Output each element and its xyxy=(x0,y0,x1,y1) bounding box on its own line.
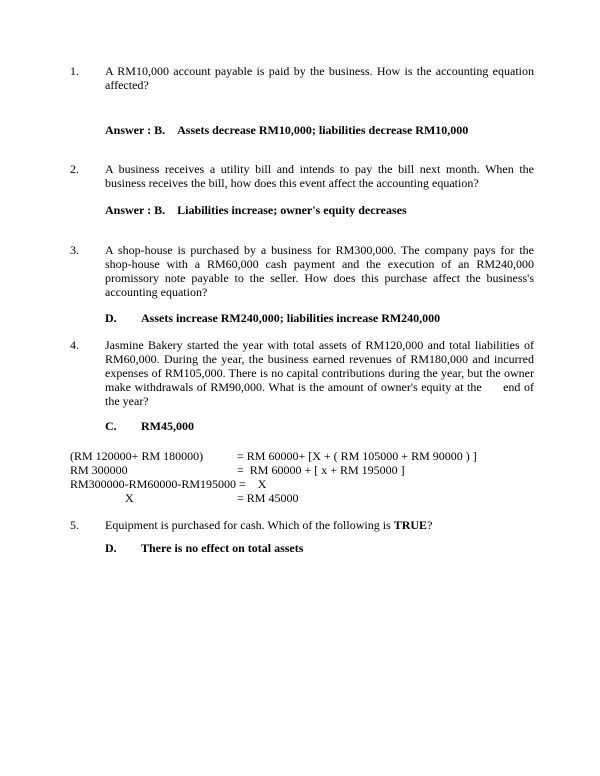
question-number: 5. xyxy=(70,518,79,532)
answer-label: Answer : B. xyxy=(105,203,166,217)
question-text: A RM10,000 account payable is paid by the business. How is the accounting equation affected? xyxy=(105,64,534,92)
calculation-line xyxy=(70,491,534,505)
question-3 xyxy=(70,243,534,325)
calc-left-expression: RM300000-RM60000-RM195000 = xyxy=(70,477,246,491)
question-1 xyxy=(70,64,534,137)
answer-line xyxy=(105,123,534,137)
answer-text: Liabilities increase; owner's equity decreases xyxy=(177,203,407,217)
answer-label: Answer : B. xyxy=(105,123,166,137)
question-text-before: Equipment is purchased for cash. Which of the following is xyxy=(105,518,394,532)
question-number: 2. xyxy=(70,162,79,176)
question-5 xyxy=(70,518,534,555)
question-2 xyxy=(70,162,534,217)
answer-text: There is no effect on total assets xyxy=(141,541,304,555)
calculation-line xyxy=(70,477,534,491)
question-text: Jasmine Bakery started the year with total assets of RM120,000 and total liabilities of RM60,000. During the year, the business earned revenues of RM180,000 and incurred expenses of RM105,000. There is no capital contributions during the year, but the owner make withdrawals of RM90,000. What is the amount of owner's equity at the end of the year? xyxy=(105,338,534,408)
question-text: A shop-house is purchased by a business for RM300,000. The company pays for the shop-house with a RM60,000 cash payment and the execution of an RM240,000 promissory note payable to the seller. How does this purchase affect the business's accounting equation? xyxy=(105,243,534,299)
question-text-after: ? xyxy=(427,518,433,532)
calc-right-expression: = RM 60000 + [ x + RM 195000 ] xyxy=(237,463,405,477)
answer-text: Assets increase RM240,000; liabilities increase RM240,000 xyxy=(141,311,441,325)
question-number: 4. xyxy=(70,338,79,352)
answer-line xyxy=(105,541,534,555)
question-body xyxy=(105,162,534,217)
calc-right-expression: = RM 60000+ [X + ( RM 105000 + RM 90000 ) ] xyxy=(237,449,477,463)
question-text: A business receives a utility bill and intends to pay the bill next month. When the business receives the bill, how does this event affect the accounting equation? xyxy=(105,162,534,190)
calc-left-expression: RM 300000 xyxy=(70,463,128,477)
calculation-block xyxy=(70,449,534,505)
question-body xyxy=(105,64,534,137)
calc-right-expression: = RM 45000 xyxy=(237,491,299,505)
calc-right-expression: X xyxy=(257,477,267,491)
answer-line xyxy=(105,311,534,325)
calculation-line xyxy=(70,449,534,463)
answer-text: Assets decrease RM10,000; liabilities decrease RM10,000 xyxy=(177,123,469,137)
question-number: 3. xyxy=(70,243,79,257)
question-body xyxy=(105,338,534,433)
question-4 xyxy=(70,338,534,433)
answer-label: C. xyxy=(105,419,117,433)
question-number: 1. xyxy=(70,64,79,78)
answer-line xyxy=(105,419,534,433)
answer-label: D. xyxy=(105,311,117,325)
question-text xyxy=(105,518,534,532)
calc-left-expression: (RM 120000+ RM 180000) xyxy=(70,449,204,463)
calc-left-expression: X xyxy=(125,491,134,505)
question-text-emphasis: TRUE xyxy=(393,518,428,532)
question-body xyxy=(105,243,534,325)
answer-label: D. xyxy=(105,541,117,555)
question-body xyxy=(105,518,534,555)
calculation-line xyxy=(70,463,534,477)
answer-line xyxy=(105,203,534,217)
answer-text: RM45,000 xyxy=(141,419,194,433)
